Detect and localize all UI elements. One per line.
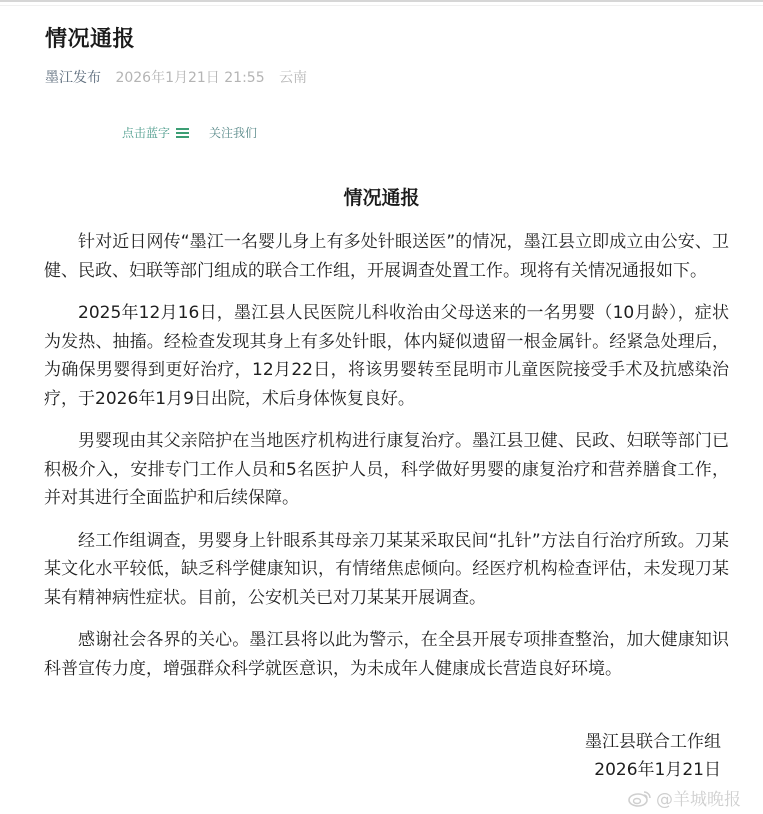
watermark <box>628 785 741 810</box>
menu-icon <box>176 127 189 139</box>
weibo-icon <box>628 789 652 807</box>
notice-heading: 情况通报 <box>343 187 420 209</box>
notice-paragraph: 针对近日网传“墨江一名婴儿身上有多处针眼送医”的情况，墨江县立即成立由公安、卫健、民政、妇联等部门组成的联合工作组，开展调查处置工作。现将有关情况通报如下。 <box>44 232 729 281</box>
publish-datetime: 2026年1月21日 21:55 <box>115 70 265 86</box>
signature-date: 2026年1月21日 <box>594 760 721 780</box>
notice-paragraph: 男婴现由其父亲陪护在当地医疗机构进行康复治疗。墨江县卫健、民政、妇联等部门已积极介入，安排专门工作人员和5名医护人员，科学做好男婴的康复治疗和营养膳食工作，并对其进行全面监护和后续保障。 <box>44 431 729 508</box>
article-meta <box>45 67 317 87</box>
notice-paragraph: 2025年12月16日，墨江县人民医院儿科收治由父母送来的一名男婴（10月龄），症状为发热、抽搐。经检查发现其身上有多处针眼，体内疑似遗留一根金属针。经紧急处理后，为确保男婴得到更好治疗，12月22日，将该男婴转至昆明市儿童医院接受手术及抗感染治疗，于2026年1月9日出院，术后身体恢复良好。 <box>44 303 729 409</box>
top-divider <box>0 0 763 2</box>
top-divider-secondary <box>0 5 763 6</box>
account-name-link[interactable]: 墨江发布 <box>45 70 101 86</box>
notice-body <box>44 228 729 697</box>
article-title: 情况通报 <box>45 27 136 52</box>
publish-location: 云南 <box>279 70 308 86</box>
watermark-text: @羊城晚报 <box>656 790 741 810</box>
follow-banner[interactable] <box>122 124 257 141</box>
notice-paragraph: 感谢社会各界的关心。墨江县将以此为警示，在全县开展专项排查整治，加大健康知识科普宣传力度，增强群众科学就医意识，为未成年人健康成长营造良好环境。 <box>44 630 729 679</box>
signature-org: 墨江县联合工作组 <box>585 732 721 752</box>
follow-us-label: 关注我们 <box>209 126 258 140</box>
notice-paragraph: 经工作组调查，男婴身上针眼系其母亲刀某某采取民间“扎针”方法自行治疗所致。刀某某文化水平较低，缺乏科学健康知识，有情绪焦虑倾向。经医疗机构检查评估，未发现刀某某有精神病性症状。目前，公安机关已对刀某某开展调查。 <box>44 530 729 608</box>
notice-signature <box>585 728 721 784</box>
follow-prompt: 点击蓝字 <box>122 126 171 140</box>
